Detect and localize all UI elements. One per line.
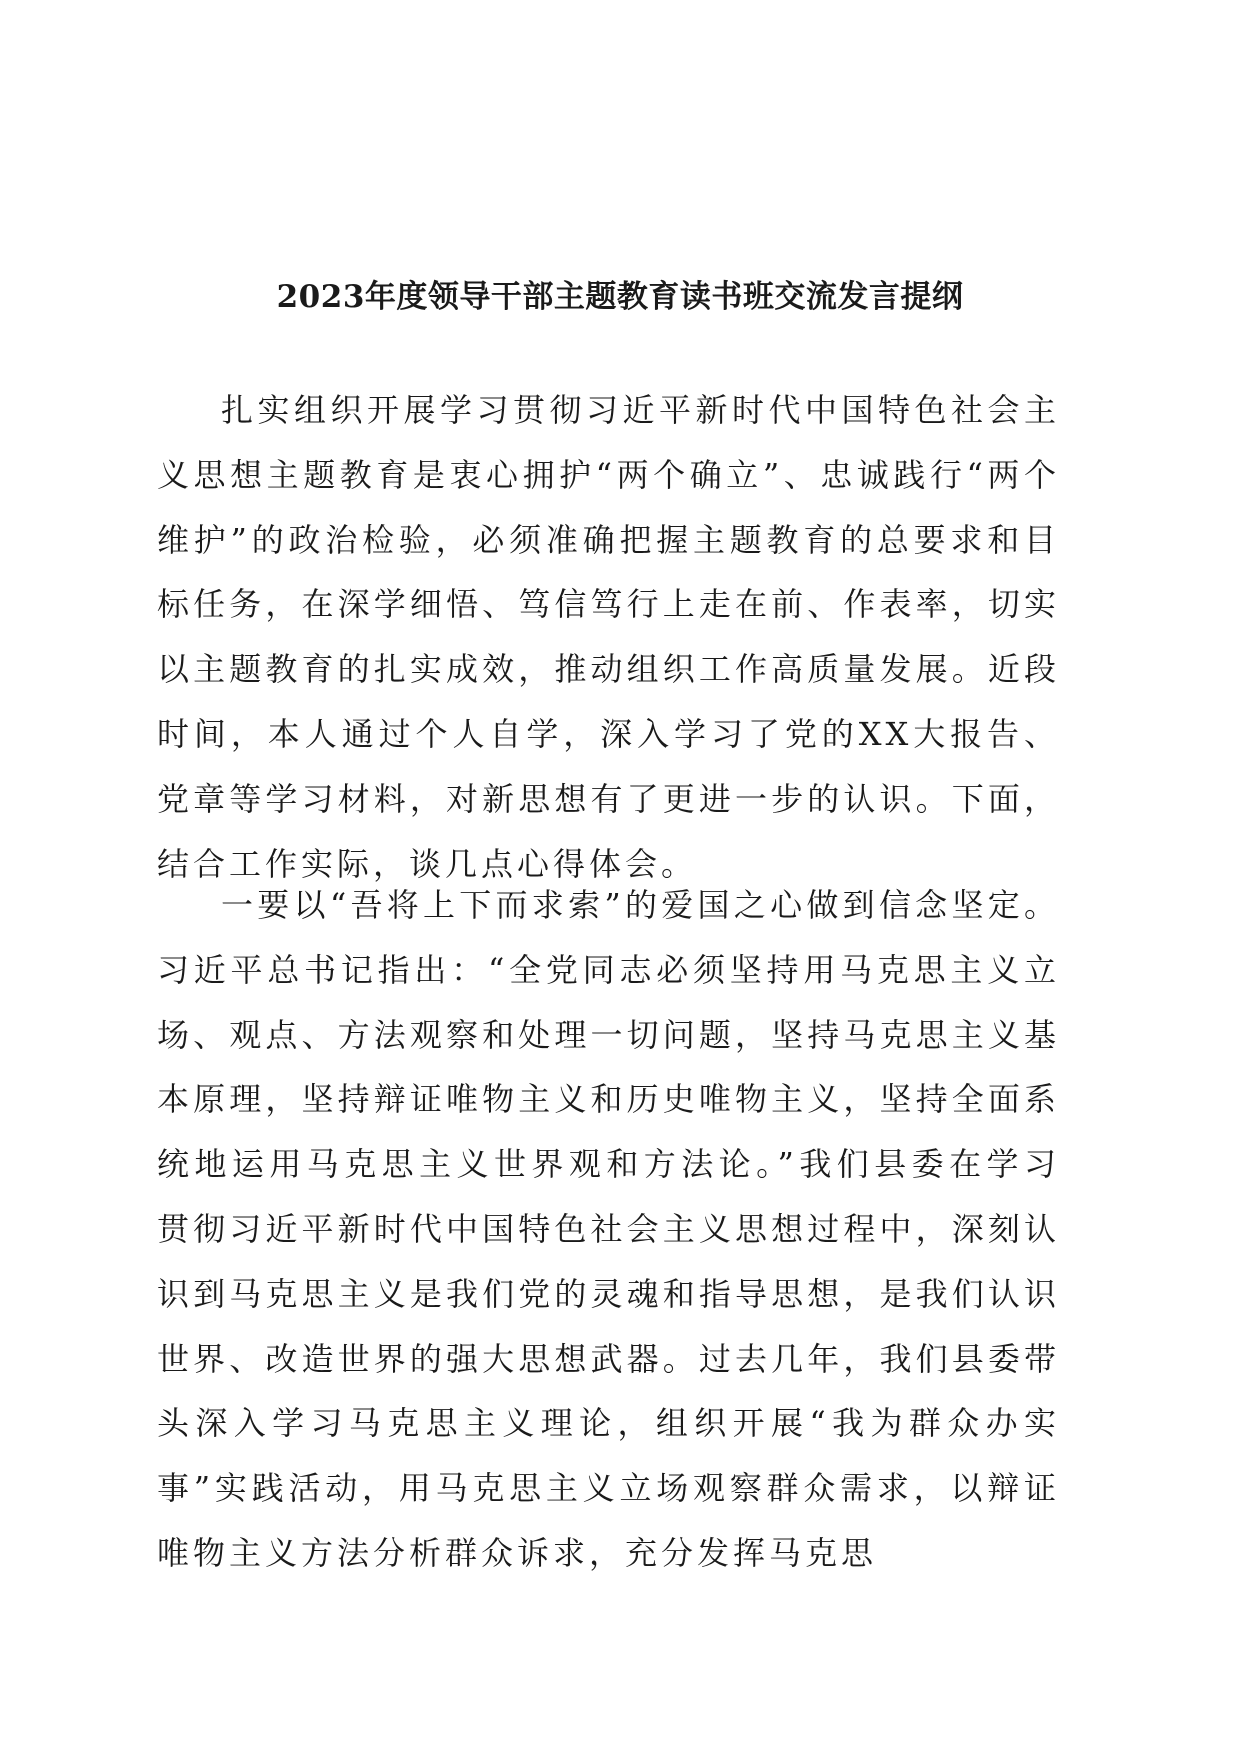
document-title: 2023年度领导干部主题教育读书班交流发言提纲: [276, 279, 964, 315]
paragraph-point-one: 一要以“吾将上下而求索”的爱国之心做到信念坚定。习近平总书记指出：“全党同志必须坚持用马克思主义立场、观点、方法观察和处理一切问题，坚持马克思主义基本原理，坚持辩证唯物主义和历史唯物主义，坚持全面系统地运用马克思主义世界观和方法论。”我们县委在学习贯彻习近平新时代中国特色社会主义思想过程中，深刻认识到马克思主义是我们党的灵魂和指导思想，是我们认识世界、改造世界的强大思想武器。过去几年，我们县委带头深入学习马克思主义理论，组织开展“我为群众办实事”实践活动，用马克思主义立场观察群众需求，以辩证唯物主义方法分析群众诉求，充分发挥马克思: [157, 886, 1060, 1572]
paragraph-intro: 扎实组织开展学习贯彻习近平新时代中国特色社会主义思想主题教育是衷心拥护“两个确立”、忠诚践行“两个维护”的政治检验，必须准确把握主题教育的总要求和目标任务，在深学细悟、笃信笃行上走在前、作表率，切实以主题教育的扎实成效，推动组织工作高质量发展。近段时间，本人通过个人自学，深入学习了党的XX大报告、党章等学习材料，对新思想有了更进一步的认识。下面，结合工作实际，谈几点心得体会。: [157, 391, 1060, 883]
